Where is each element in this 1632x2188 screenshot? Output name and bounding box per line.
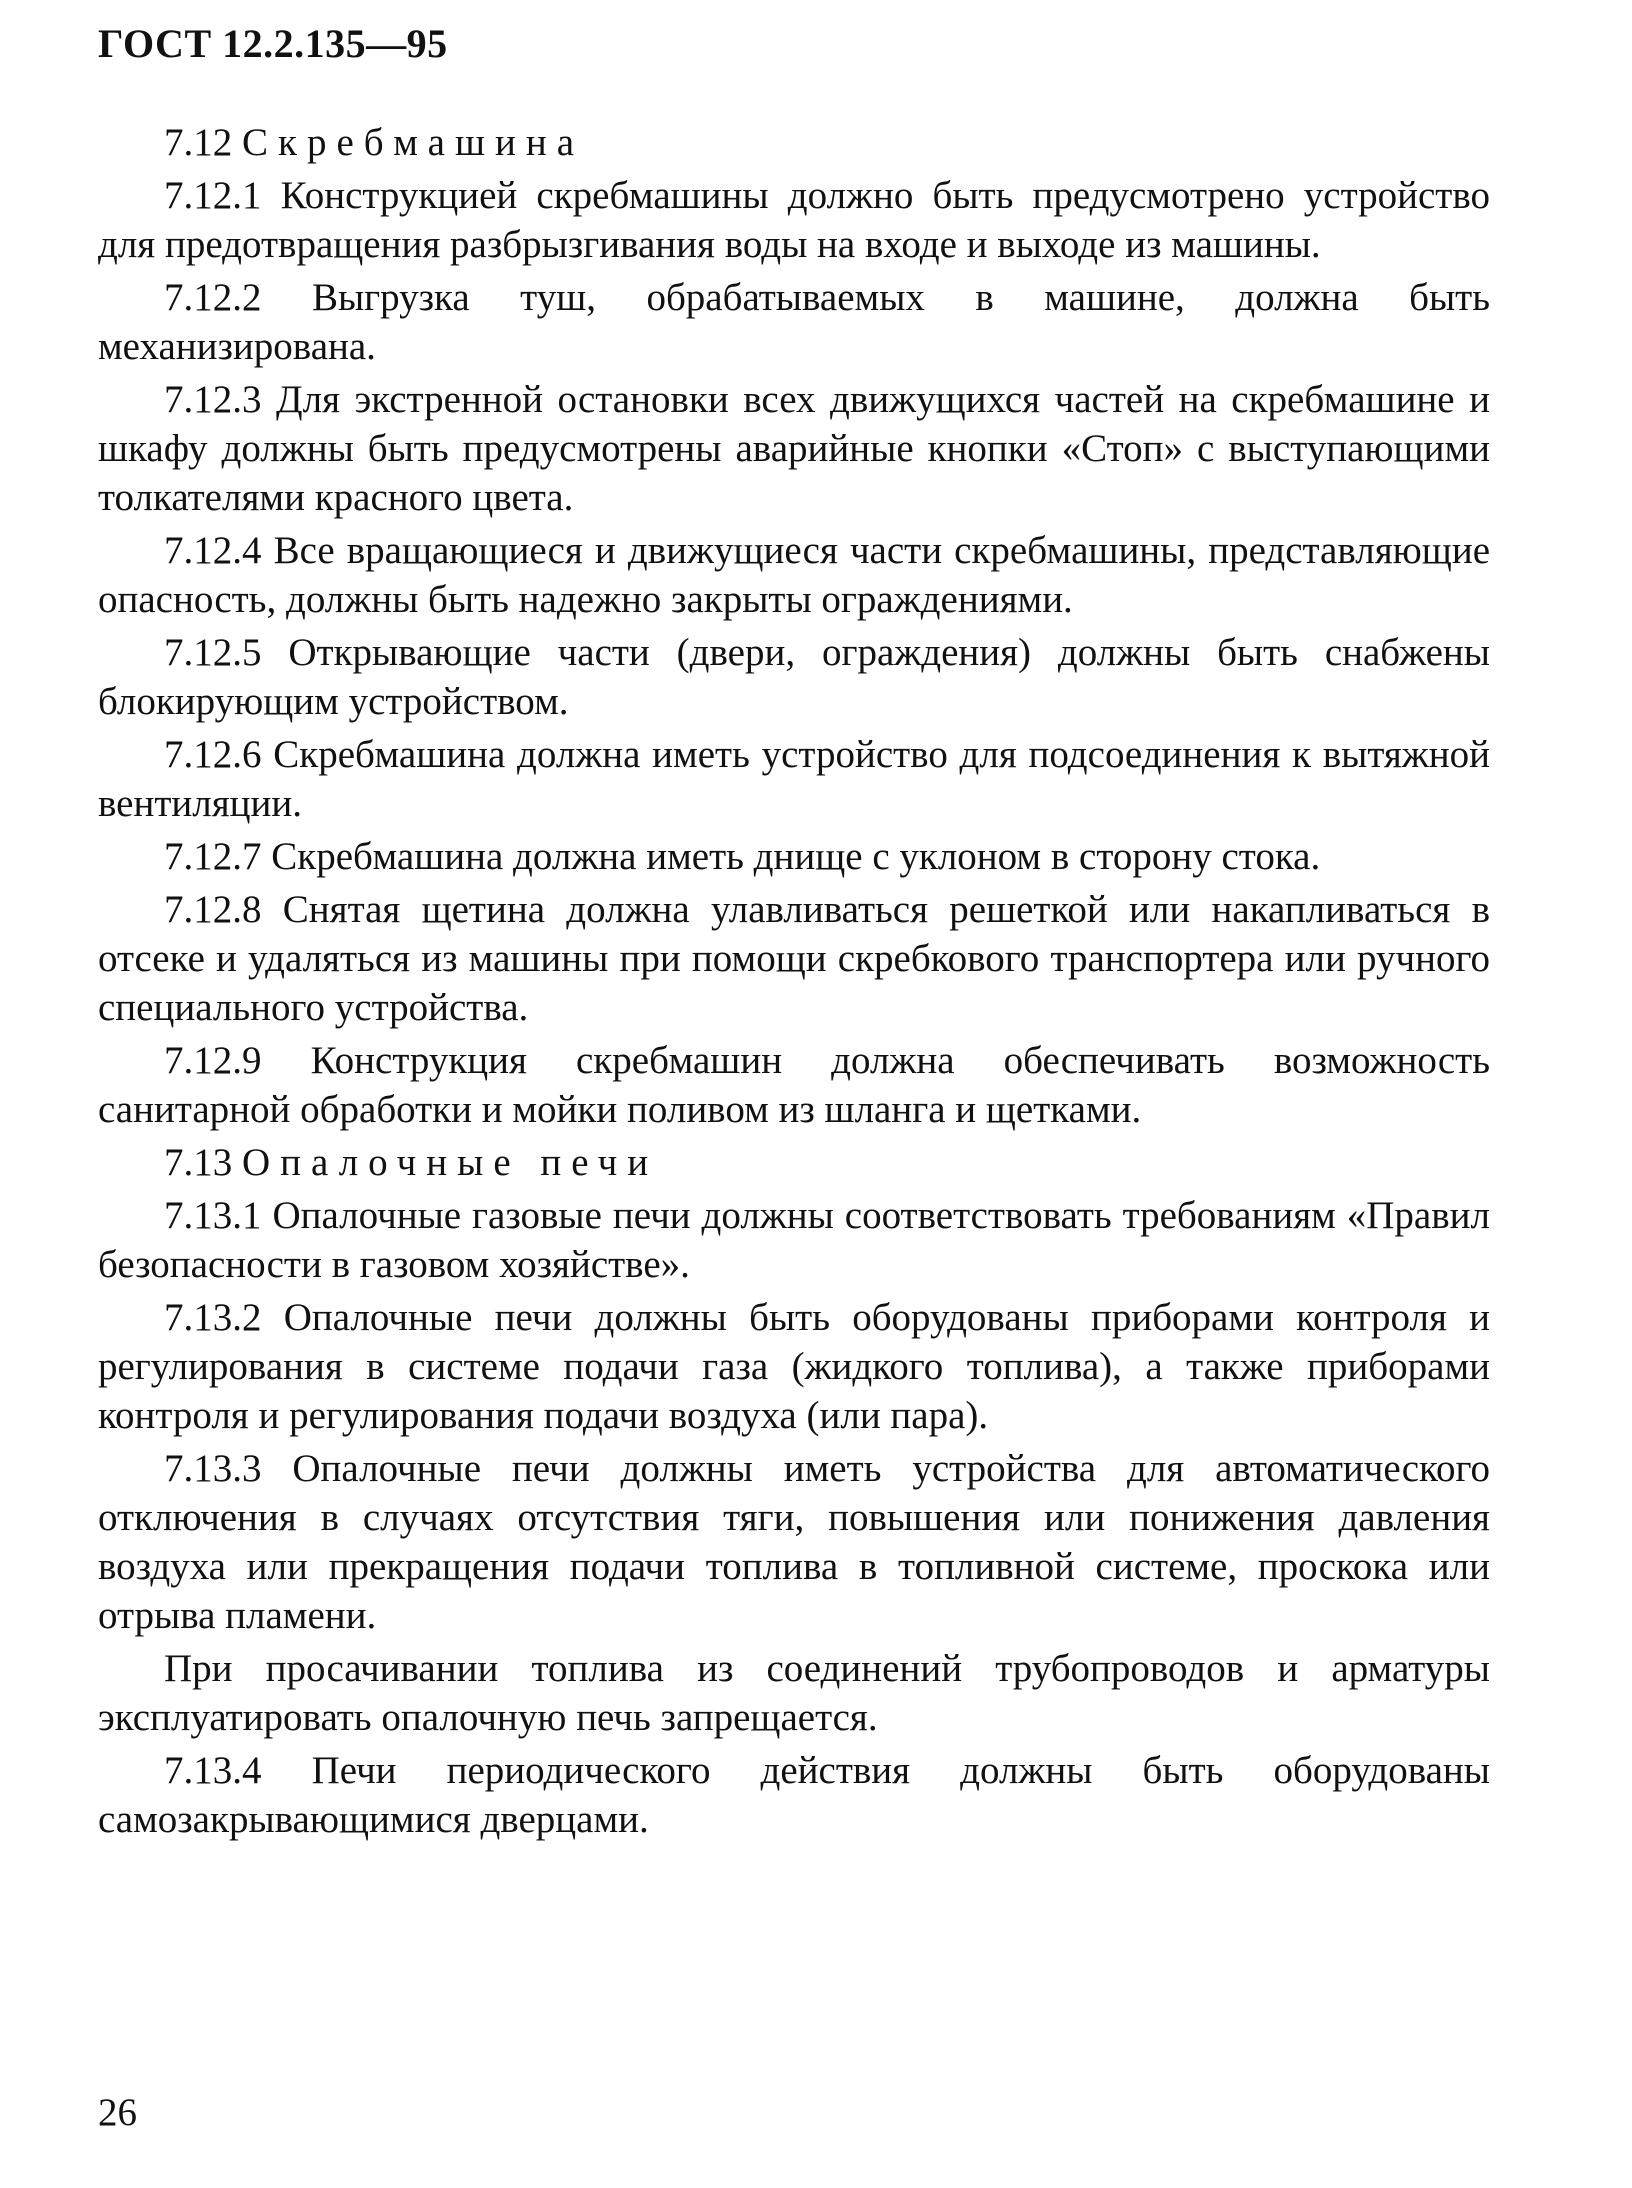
paragraph: 7.12.3 Для экстренной остановки всех движущихся частей на скребмашине и шкафу должны быть предусмотрены аварийные кнопки «Стоп» с выступающими толкателями красного цвета. bbox=[98, 378, 1490, 519]
paragraph: 7.13.2 Опалочные печи должны быть оборудованы приборами контроля и регулирования в системе подачи газа (жидкого топлива), а также приборами контроля и регулирования подачи воздуха (или пара). bbox=[98, 1296, 1490, 1437]
section-heading bbox=[98, 118, 1490, 167]
paragraph: 7.12.1 Конструкцией скребмашины должно быть предусмотрено устройство для предотвращения разбрызгивания воды на входе и выходе из машины. bbox=[98, 174, 1490, 266]
section-number: 7.13 bbox=[164, 1141, 233, 1184]
section-title: Опалочные печи bbox=[242, 1141, 659, 1184]
section-title: Скребмашина bbox=[242, 121, 585, 164]
paragraph: 7.12.6 Скребмашина должна иметь устройство для подсоединения к вытяжной вентиляции. bbox=[98, 733, 1490, 825]
paragraph: 7.12.7 Скребмашина должна иметь днище с уклоном в сторону стока. bbox=[164, 835, 1321, 878]
paragraph: 7.12.8 Снятая щетина должна улавливаться решеткой или накапливаться в отсеке и удаляться из машины при помощи скребкового транспортера или ручного специального устройства. bbox=[98, 888, 1490, 1029]
page-number: 26 bbox=[98, 2091, 137, 2134]
paragraph: 7.12.4 Все вращающиеся и движущиеся части скребмашины, представляющие опасность, должны быть надежно закрыты ограждениями. bbox=[98, 529, 1490, 621]
paragraph: При просачивании топлива из соединений трубопроводов и арматуры эксплуатировать опалочную печь запрещается. bbox=[98, 1647, 1490, 1739]
standard-header: ГОСТ 12.2.135—95 bbox=[98, 21, 448, 66]
paragraph: 7.13.3 Опалочные печи должны иметь устройства для автоматического отключения в случаях отсутствия тяги, повышения или понижения давления воздуха или прекращения подачи топлива в топливной системе, проскока или отрыва пламени. bbox=[98, 1447, 1490, 1637]
paragraph: 7.13.4 Печи периодического действия должны быть оборудованы самозакрывающимися дверцами. bbox=[98, 1749, 1490, 1841]
section-heading bbox=[98, 1138, 1490, 1187]
paragraph: 7.12.9 Конструкция скребмашин должна обеспечивать возможность санитарной обработки и мойки поливом из шланга и щетками. bbox=[98, 1039, 1490, 1131]
paragraph: 7.12.2 Выгрузка туш, обрабатываемых в машине, должна быть механизирована. bbox=[98, 276, 1490, 368]
document-body bbox=[98, 118, 1490, 1848]
paragraph: 7.12.5 Открывающие части (двери, ограждения) должны быть снабжены блокирующим устройством. bbox=[98, 631, 1490, 723]
paragraph: 7.13.1 Опалочные газовые печи должны соответствовать требованиям «Правил безопасности в газовом хозяйстве». bbox=[98, 1194, 1490, 1286]
section-number: 7.12 bbox=[164, 121, 233, 164]
